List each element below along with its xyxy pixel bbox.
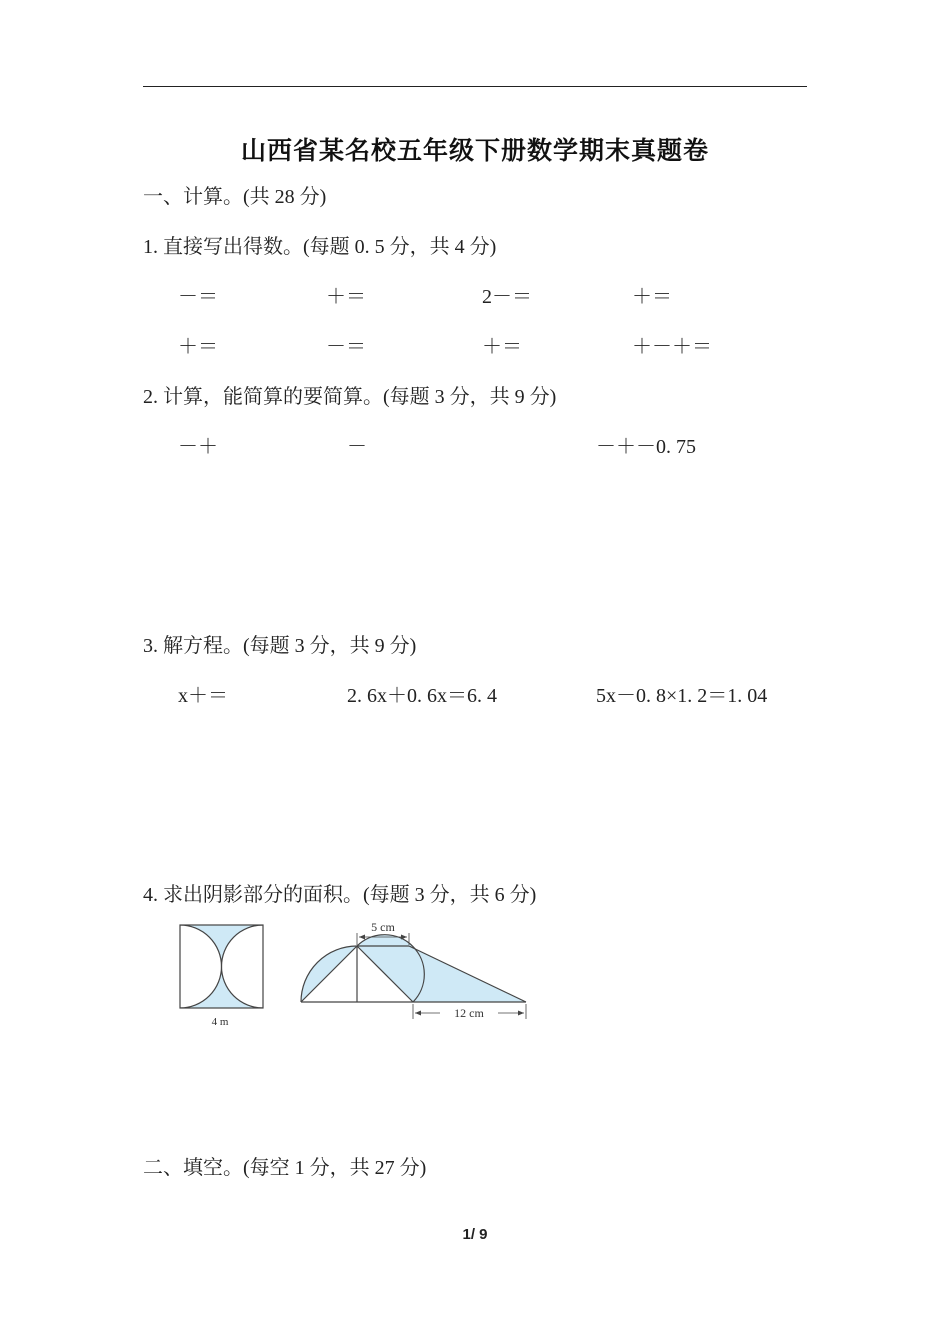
figure-square-arcs — [170, 918, 274, 1032]
question-1-label: 1. 直接写出得数。(每题 0. 5 分，共 4 分) — [143, 236, 497, 258]
q1-item: ＋＝ — [482, 336, 522, 358]
figure-semicircle-trapezoid — [296, 915, 532, 1025]
q2-item: －＋ — [178, 436, 218, 458]
q2-item: － — [347, 436, 367, 458]
fig2-top-dimension-label: 5 cm — [371, 920, 395, 934]
header-rule — [143, 86, 807, 87]
q3-item: x＋＝ — [178, 685, 228, 707]
q3-item: 2. 6x＋0. 6x＝6. 4 — [347, 685, 497, 707]
page-number: 1/ 9 — [462, 1226, 488, 1243]
q1-item: －＝ — [178, 286, 218, 308]
question-2-label: 2. 计算，能简算的要简算。(每题 3 分，共 9 分) — [143, 386, 557, 408]
question-4-label: 4. 求出阴影部分的面积。(每题 3 分，共 6 分) — [143, 884, 537, 906]
q1-item: ＋＝ — [178, 336, 218, 358]
q1-item: －＝ — [326, 336, 366, 358]
q1-item: ＋＝ — [632, 286, 672, 308]
exam-title: 山西省某名校五年级下册数学期末真题卷 — [240, 136, 709, 165]
q1-item: ＋－＋＝ — [632, 336, 712, 358]
question-3-label: 3. 解方程。(每题 3 分，共 9 分) — [143, 635, 417, 657]
q1-item: ＋＝ — [326, 286, 366, 308]
fig2-bottom-dimension-label: 12 cm — [454, 1006, 484, 1020]
q2-item: －＋－0. 75 — [596, 436, 696, 458]
q3-item: 5x－0. 8×1. 2＝1. 04 — [596, 685, 768, 707]
section-2-heading: 二、填空。(每空 1 分，共 27 分) — [143, 1157, 427, 1179]
fig1-dimension-label: 4 m — [211, 1016, 229, 1028]
q1-item: 2－＝ — [482, 286, 532, 308]
section-1-heading: 一、计算。(共 28 分) — [143, 186, 327, 208]
